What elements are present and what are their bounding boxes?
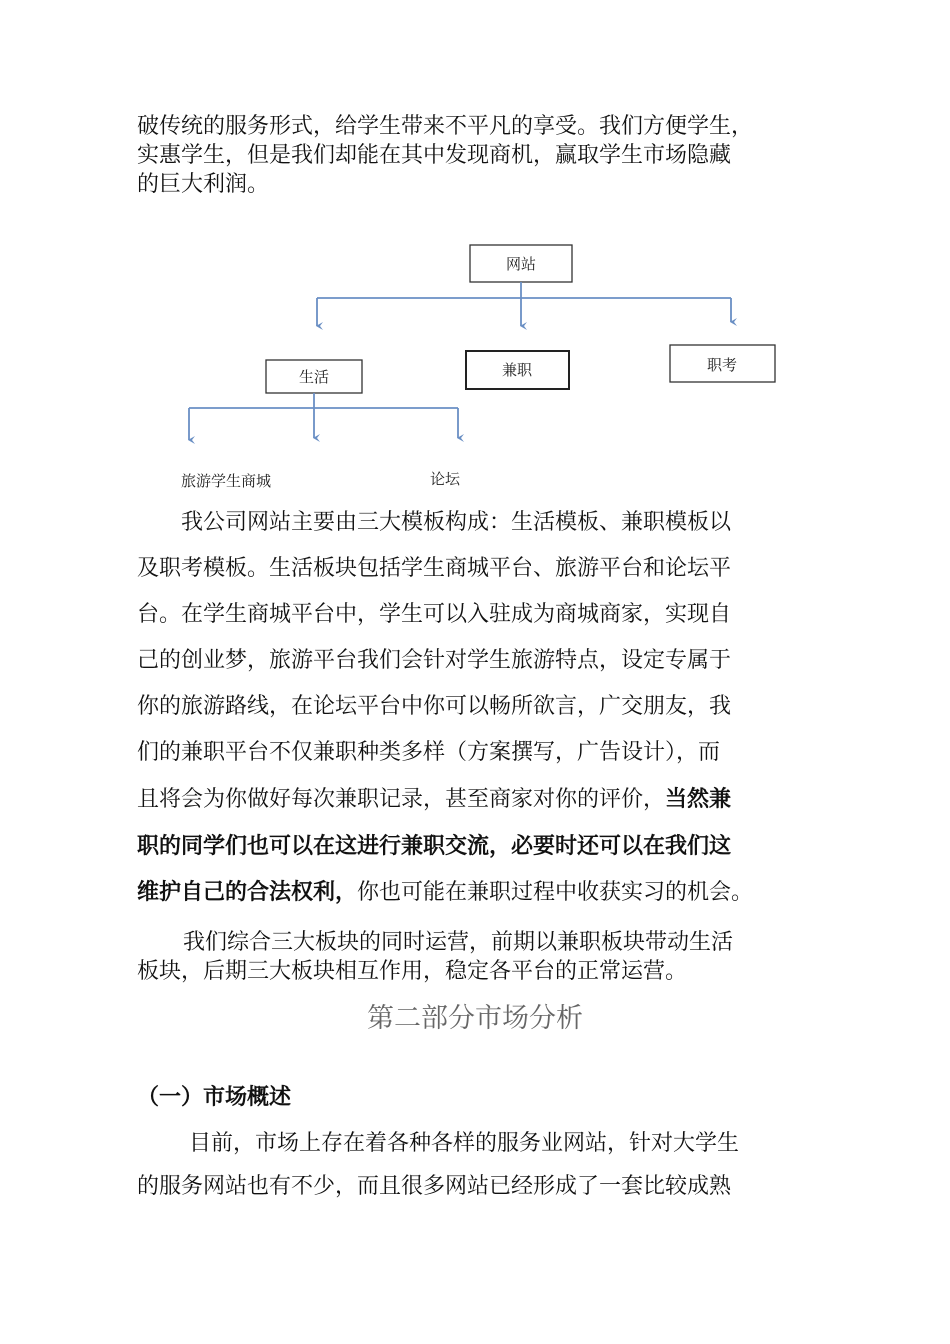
text-line: 板块，后期三大板块相互作用，稳定各平台的正常运营。 <box>137 959 688 984</box>
text-line <box>137 776 827 823</box>
text-line: 台。在学生商城平台中，学生可以入驻成为商城商家，实现自 <box>137 602 732 627</box>
root-label: 网站 <box>505 255 537 273</box>
root-node <box>470 245 572 282</box>
bold-text-span: 维护自己的合法权利， <box>137 879 358 905</box>
text-line <box>137 869 827 916</box>
website-structure-diagram <box>0 230 950 500</box>
subsection-heading: （一）市场概述 <box>137 1085 292 1110</box>
text-line: 实惠学生，但是我们却能在其中发现商机，赢取学生市场隐藏 <box>137 143 732 168</box>
forum-label: 论坛 <box>430 470 461 488</box>
top-connectors <box>317 282 731 326</box>
exam-node <box>670 345 775 382</box>
parttime-label: 兼职 <box>501 361 533 379</box>
text-span: 且将会为你做好每次兼职记录，甚至商家对你的评价， <box>137 787 666 812</box>
bold-text-span: 当然兼 <box>665 786 732 812</box>
exam-label: 职考 <box>706 356 738 374</box>
section-title: 第二部分市场分析 <box>367 1003 583 1034</box>
bold-text-line: 职的同学们也可以在这进行兼职交流，必要时还可以在我们这 <box>137 833 732 859</box>
intro-paragraph <box>137 112 827 199</box>
description-paragraph <box>137 500 827 916</box>
text-line: 己的创业梦，旅游平台我们会针对学生旅游特点，设定专属于 <box>137 648 732 673</box>
text-line: 破传统的服务形式，给学生带来不平凡的享受。我们方便学生， <box>137 114 754 139</box>
text-line: 我公司网站主要由三大模板构成：生活模板、兼职模板以 <box>181 510 732 535</box>
text-line: 们的兼职平台不仅兼职种类多样（方案撰写，广告设计），而 <box>137 740 721 765</box>
life-label: 生活 <box>298 368 330 386</box>
text-line: 及职考模板。生活板块包括学生商城平台、旅游平台和论坛平 <box>137 556 732 581</box>
text-line: 你的旅游路线，在论坛平台中你可以畅所欲言，广交朋友，我 <box>137 694 732 719</box>
life-sub-connectors <box>189 393 458 440</box>
summary-paragraph <box>137 928 827 986</box>
text-line: 目前，市场上存在着各种各样的服务业网站，针对大学生 <box>189 1131 740 1156</box>
text-line: 我们综合三大板块的同时运营，前期以兼职板块带动生活 <box>183 930 734 955</box>
market-overview-paragraph <box>137 1122 827 1208</box>
life-node <box>266 360 362 393</box>
text-span: 你也可能在兼职过程中收获实习的机会。 <box>357 880 754 905</box>
text-line: 的服务网站也有不少，而且很多网站已经形成了一套比较成熟 <box>137 1174 732 1199</box>
parttime-node <box>466 351 569 389</box>
travel-mall-label: 旅游学生商城 <box>181 472 272 490</box>
text-line: 的巨大利润。 <box>137 172 270 197</box>
